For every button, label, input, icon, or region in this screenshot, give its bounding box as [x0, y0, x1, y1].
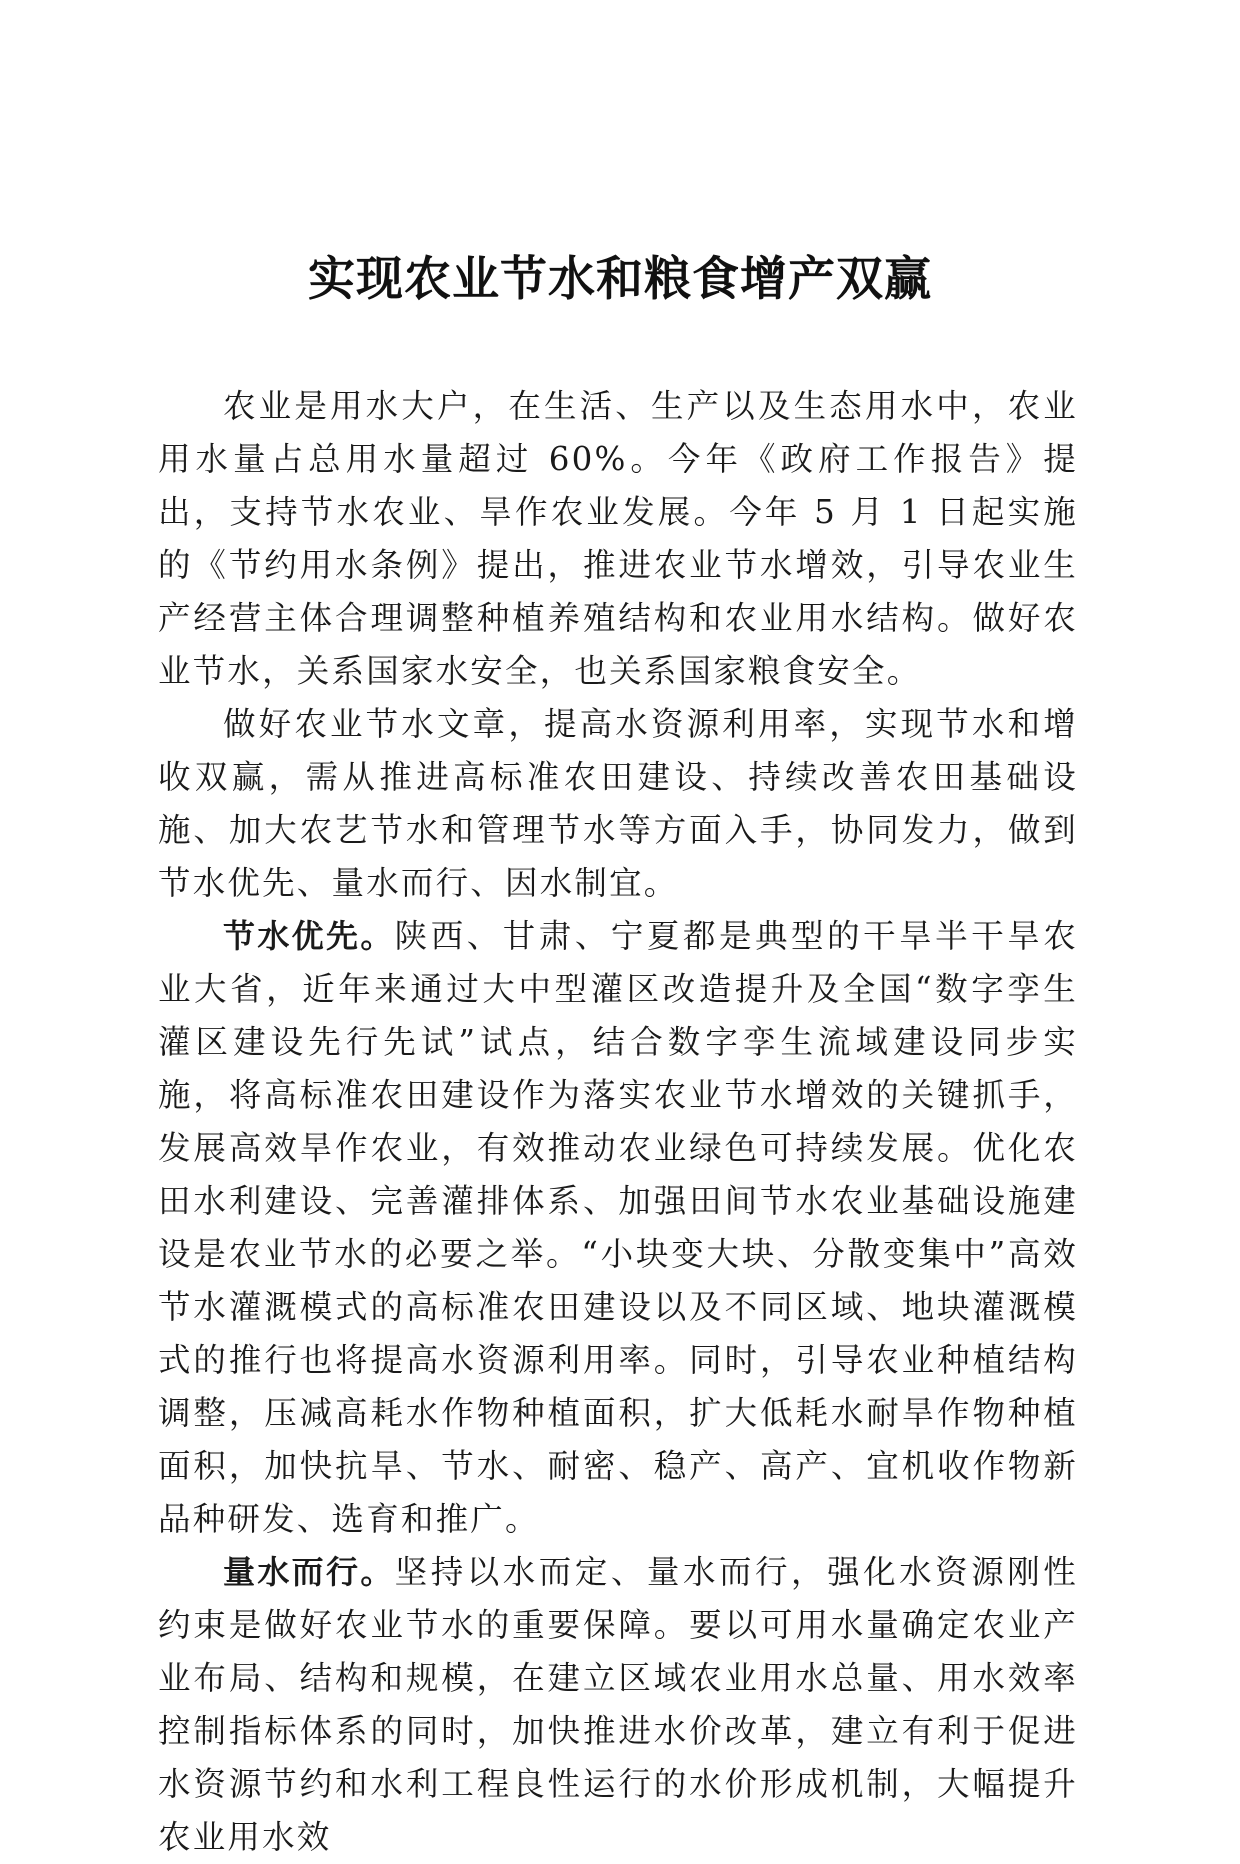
paragraph-2-text: 做好农业节水文章，提高水资源利用率，实现节水和增收双赢，需从推进高标准农田建设、持续改善农田基础设施、加大农艺节水和管理节水等方面入手，协同发力，做到节水优先、量水而行、因水制宜。 — [158, 705, 1078, 902]
document-title: 实现农业节水和粮食增产双赢 — [308, 252, 932, 307]
paragraph-1 — [158, 380, 1078, 698]
paragraph-4-heading: 量水而行。 — [223, 1553, 395, 1591]
paragraph-3-text: 陕西、甘肃、宁夏都是典型的干旱半干旱农业大省，近年来通过大中型灌区改造提升及全国“数字孪生灌区建设先行先试”试点，结合数字孪生流域建设同步实施，将高标准农田建设作为落实农业节水增效的关键抓手，发展高效旱作农业，有效推动农业绿色可持续发展。优化农田水利建设、完善灌排体系、加强田间节水农业基础设施建设是农业节水的必要之举。“小块变大块、分散变集中”高效节水灌溉模式的高标准农田建设以及不同区域、地块灌溉模式的推行也将提高水资源利用率。同时，引导农业种植结构调整，压减高耗水作物种植面积，扩大低耗水耐旱作物种植面积，加快抗旱、节水、耐密、稳产、高产、宜机收作物新品种研发、选育和推广。 — [158, 917, 1078, 1538]
paragraph-2 — [158, 698, 1078, 910]
document-body — [158, 380, 1078, 1864]
paragraph-3 — [158, 910, 1078, 1546]
paragraph-4-text: 坚持以水而定、量水而行，强化水资源刚性约束是做好农业节水的重要保障。要以可用水量确定农业产业布局、结构和规模，在建立区域农业用水总量、用水效率控制指标体系的同时，加快推进水价改革，建立有利于促进水资源节约和水利工程良性运行的水价形成机制，大幅提升农业用水效 — [158, 1553, 1078, 1856]
paragraph-3-heading: 节水优先。 — [223, 917, 395, 955]
paragraph-1-text: 农业是用水大户，在生活、生产以及生态用水中，农业用水量占总用水量超过 60%。今年《政府工作报告》提出，支持节水农业、旱作农业发展。今年 5 月 1 日起实施的《节约用水条例》提出，推进农业节水增效，引导农业生产经营主体合理调整种植养殖结构和农业用水结构。做好农业节水，关系国家水安全，也关系国家粮食安全。 — [158, 387, 1078, 690]
paragraph-4 — [158, 1546, 1078, 1864]
